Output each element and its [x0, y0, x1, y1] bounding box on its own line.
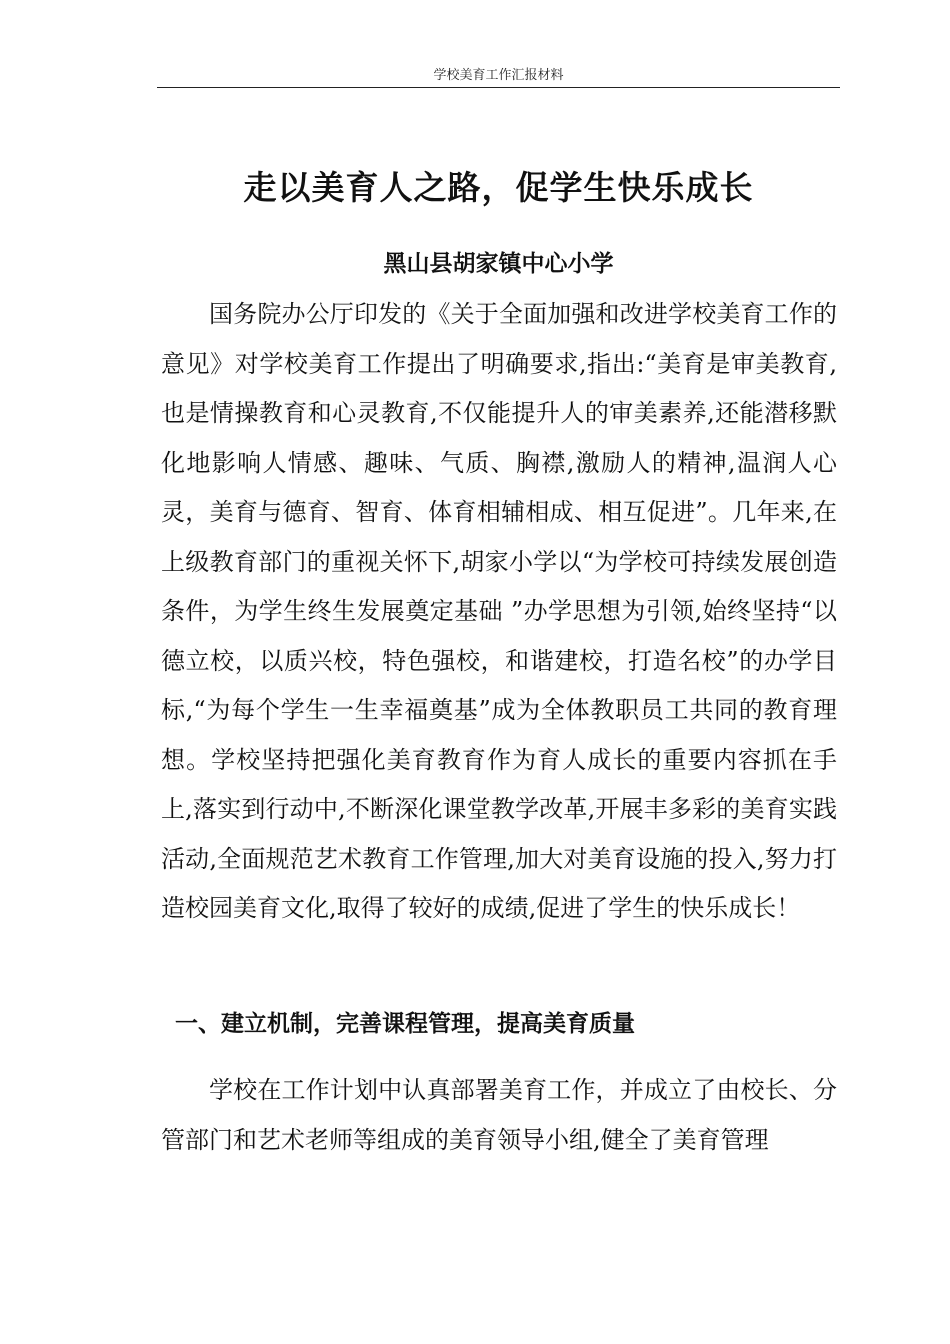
section-heading-1: 一、建立机制，完善课程管理，提高美育质量 [175, 1011, 635, 1037]
header-divider [157, 87, 840, 88]
document-author: 黑山县胡家镇中心小学 [383, 251, 614, 277]
section-1-paragraph: 学校在工作计划中认真部署美育工作，并成立了由校长、分管部门和艺术老师等组成的美育领导小组,健全了美育管理 [161, 1076, 837, 1154]
intro-paragraph: 国务院办公厅印发的《关于全面加强和改进学校美育工作的意见》对学校美育工作提出了明确要求,指出:“美育是审美教育,也是情操教育和心灵教育,不仅能提升人的审美素养,还能潜移默化地影响人情感、趣味、气质、胸襟,激励人的精神,温润人心灵，美育与德育、智育、体育相辅相成、相互促进”。几年来,在上级教育部门的重视关怀下,胡家小学以“为学校可持续发展创造条件，为学生终生发展奠定基础 ”办学思想为引领,始终坚持“以德立校，以质兴校，特色强校，和谐建校，打造名校”的办学目标,“为每个学生一生幸福奠基”成为全体教职员工共同的教育理想。学校坚持把强化美育教育作为育人成长的重要内容抓在手上,落实到行动中,不断深化课堂教学改革,开展丰多彩的美育实践活动,全面规范艺术教育工作管理,加大对美育设施的投入,努力打造校园美育文化,取得了较好的成绩,促进了学生的快乐成长！ [161, 300, 837, 922]
document-title: 走以美育人之路，促学生快乐成长 [243, 168, 754, 207]
running-header: 学校美育工作汇报材料 [433, 68, 564, 83]
